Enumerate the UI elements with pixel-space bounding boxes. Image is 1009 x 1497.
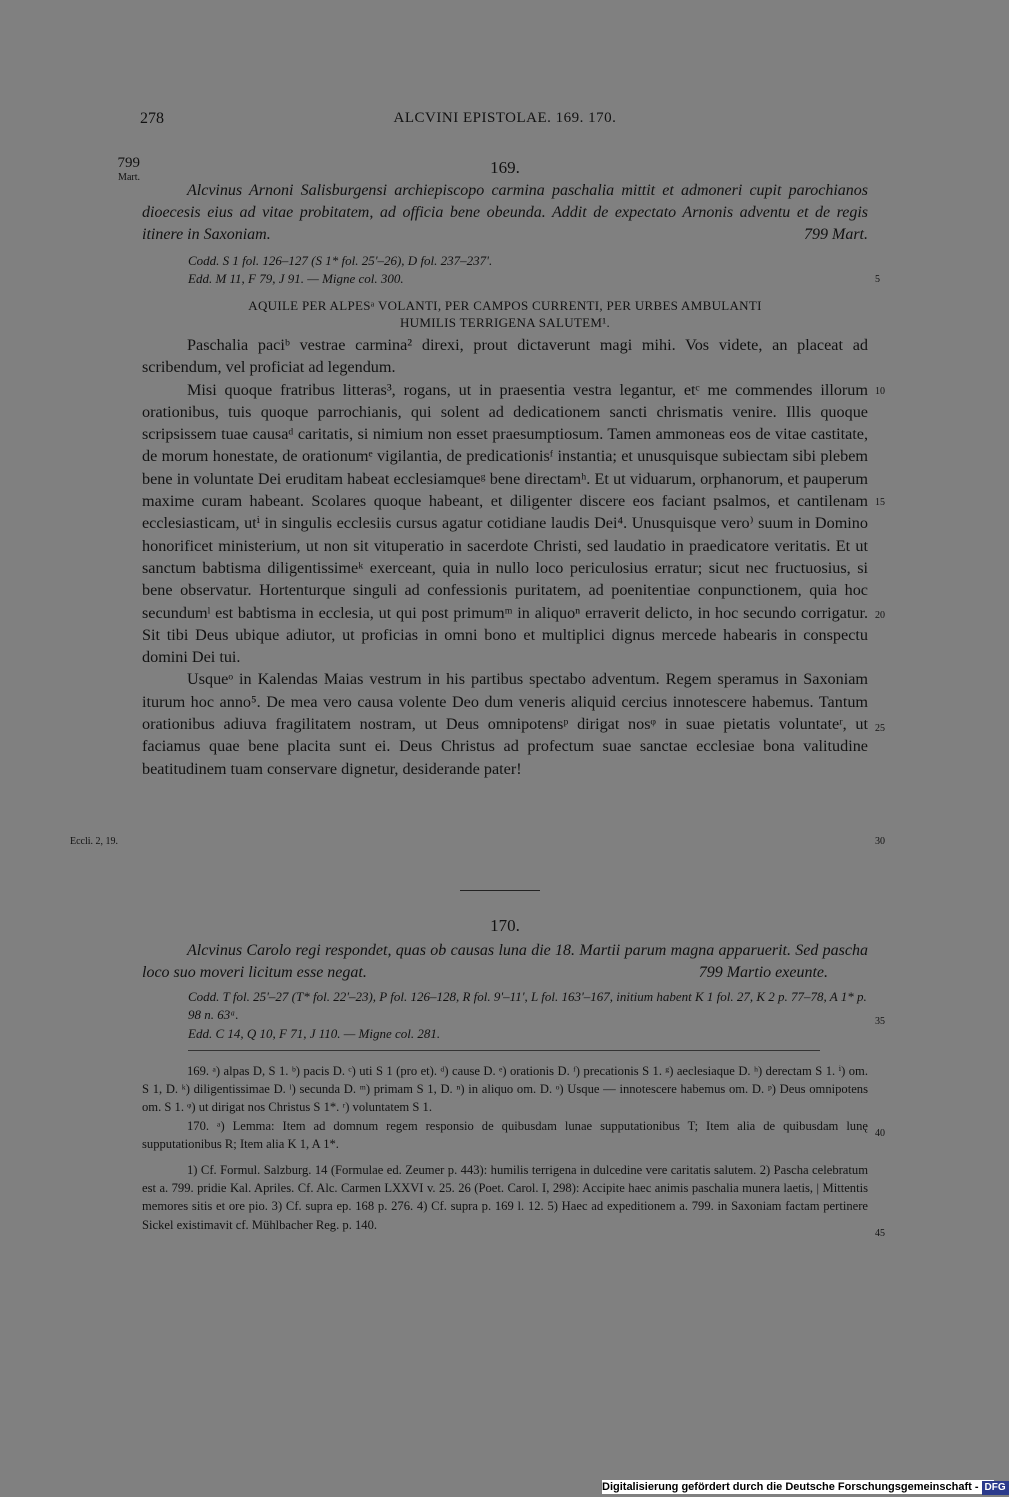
summary-date-170: 799 Martio exeunte. — [698, 964, 828, 981]
letter-body-169 — [142, 334, 868, 780]
line-number: 15 — [875, 497, 885, 508]
paragraph-1: Paschalia paciᵇ vestrae carmina² direxi, prout dictaverunt magi mihi. Vos videte, an placeat ad scribendum, vel proficiat ad legendum. — [142, 336, 868, 377]
line-number: 30 — [875, 836, 885, 847]
section-divider — [460, 890, 540, 891]
line-number: 40 — [875, 1128, 885, 1139]
margin-month: Mart. — [118, 172, 140, 183]
critical-apparatus — [142, 1062, 868, 1234]
footnotes: 1) Cf. Formul. Salzburg. 14 (Formulae ed. Zeumer p. 443): humilis terrigena in dulcedine vere caritatis salutem. 2) Pascha celebratum est a. 799. pridie Kal. Apriles. Cf. Alc. Carmen LXXVI v. 25. 26 (Poet. Carol. I, 298): Accipite haec animis paschalia munera laetis, | Mittentis memores sitis et ore pio. 3) Cf. supra ep. 168 p. 276. 4) Cf. supra p. 169 l. 12. 5) Haec ad expeditionem a. 799. in Saxoniam factam pertinere Sickel existimavit cf. Mühlbacher Reg. p. 140. — [142, 1163, 868, 1232]
summary-text-169: Alcvinus Arnoni Salisburgensi archiepiscopo carmina paschalia mittit et admoneri cupit parochianos dioecesis eius ad vitae probitatem, ad officia bene obeunda. Addit de expectato Arnonis adventu et de regis itinere in Saxoniam. — [142, 182, 868, 243]
line-number: 35 — [875, 1016, 885, 1027]
codd-169: Codd. S 1 fol. 126–127 (S 1* fol. 25'–26), D fol. 237–237'. — [188, 253, 493, 268]
apparatus-170: 170. ᵃ) Lemma: Item ad domnum regem responsio de quibusdam lunae supputationibus T; Item alia de quibusdam lunę supputationibus R; Item alia K 1, A 1*. — [142, 1118, 868, 1151]
apparatus-169: 169. ᵃ) alpas D, S 1. ᵇ) pacis D. ᶜ) uti S 1 (pro et). ᵈ) cause D. ᵉ) orationis D. ᶠ) precationis S 1. ᵍ) aeclesiaque D. ʰ) derectam S 1. ⁱ) om. S 1, D. ᵏ) diligentissimae D. ˡ) secunda D. ᵐ) primam S 1, D. ⁿ) in aliquo om. D. ᵒ) Usque — innotescere habemus om. D. ᵖ) Deus omnipotens om. S 1. ᵠ) ut dirigat nos Christus S 1*. ʳ) voluntatem S 1. — [142, 1064, 868, 1115]
line-number: 25 — [875, 723, 885, 734]
summary-170 — [142, 940, 868, 984]
summary-date-169: 799 Mart. — [804, 226, 868, 243]
margin-ref-eccli: Eccli. 2, 19. — [70, 836, 119, 847]
salutation-line-2: HUMILIS TERRIGENA SALUTEM¹. — [399, 315, 610, 330]
line-number: 10 — [875, 386, 885, 397]
letter-number-170: 170. — [490, 916, 520, 935]
summary-text-170: Alcvinus Carolo regi respondet, quas ob causas luna die 18. Martii parum magna apparuerit. Sed pascha loco suo moveri licitum esse negat. — [142, 942, 868, 981]
salutation-line-1: AQUILE PER ALPESᵃ VOLANTI, PER CAMPOS CURRENTI, PER URBES AMBULANTI — [248, 298, 762, 313]
paragraph-3: Usqueᵒ in Kalendas Maias vestrum in his partibus spectabo adventum. Regem speramus in Saxoniam iturum hoc anno⁵. De mea vero causa volente Deo dum veneris aliquid cercius innotescere habemus. Tantum orationibus adiuva fragilitatem nostram, ut Deus omnipotensᵖ dirigat nosᵠ in suae pietatis voluntateʳ, ut faciamus quae bene placita sunt ei. Deus Christus ad profectum suae sanctae ecclesiae bona valitudine beatitudinem tuam conservare dignetur, desiderande pater! — [142, 670, 868, 778]
edd-169: Edd. M 11, F 79, J 91. — Migne col. 300. — [188, 271, 404, 286]
margin-year: 799 — [117, 155, 140, 171]
dfg-logo: DFG — [982, 1481, 1009, 1495]
footer-banner — [602, 1480, 1006, 1494]
paragraph-2: Misi quoque fratribus litteras³, rogans, ut in praesentia vestra legantur, etᶜ me commendes illorum orationibus, tuis quoque parrochianis, qui solent ad dedicationem sancti chrismatis venire. Illis quoque scripsissem tuae causaᵈ caritatis, si nimium non esset praesumptiosum. Tamen ammoneas eos de vitae castitate, de morum honestate, de orationumᵉ vigilantia, de predicationisᶠ instantia; et unusquisque subiectam sibi plebem bene in voluntate Dei eruditam habeat ecclesiamqueᵍ bene directamʰ. Et ut viduarum, orphanorum, et pauperum maxime curam habeant. Scolares quoque habeant, et diligenter discere eos faciant psalmos, et cantilenam ecclesiasticam, utⁱ in singulis ecclesiis cursus agatur cotidiane laudis Dei⁴. Unusquisque vero⁾ suum in Domino honorificet ministerium, ut non sit vituperatio in sacerdote Christi, sed laudatio in praedicatore veritatis. Et ut sanctum babtisma diligentissimeᵏ exerceant, quia in nullo loco periculosius erratur; sicut nec fructuosius, si bene observatur. Hortenturque singuli ad confessionis puritatem, ad poenitentiae conpunctionem, quia hoc secundumˡ est babtisma in ecclesia, ut qui post primumᵐ in aliquoⁿ erraverit delicto, in hoc secundo corrigatur. Sit tibi Deus ubique adiutor, ut proficias in omni bono et multiplici dignus mercede habearis in conspectu domini Dei tui. — [142, 380, 868, 667]
letter-number-169: 169. — [490, 158, 520, 177]
line-number: 45 — [875, 1228, 885, 1239]
line-number: 5 — [875, 274, 880, 285]
running-title: ALCVINI EPISTOLAE. 169. 170. — [393, 110, 617, 126]
codd-170: Codd. T fol. 25'–27 (T* fol. 22'–23), P fol. 126–128, R fol. 9'–11', L fol. 163'–167, initium habent K 1 fol. 27, K 2 p. 77–78, A 1* p. 98 n. 63ᵃ. — [188, 989, 867, 1022]
page-number: 278 — [140, 110, 164, 127]
line-number: 20 — [875, 610, 885, 621]
apparatus-divider — [188, 1050, 820, 1051]
margin-date-169 — [70, 155, 140, 183]
edd-170: Edd. C 14, Q 10, F 71, J 110. — Migne col. 281. — [188, 1026, 441, 1041]
running-head — [140, 110, 870, 132]
summary-169 — [142, 180, 868, 246]
footer-text: Digitalisierung gefördert durch die Deutsche Forschungsgemeinschaft - — [602, 1481, 979, 1493]
